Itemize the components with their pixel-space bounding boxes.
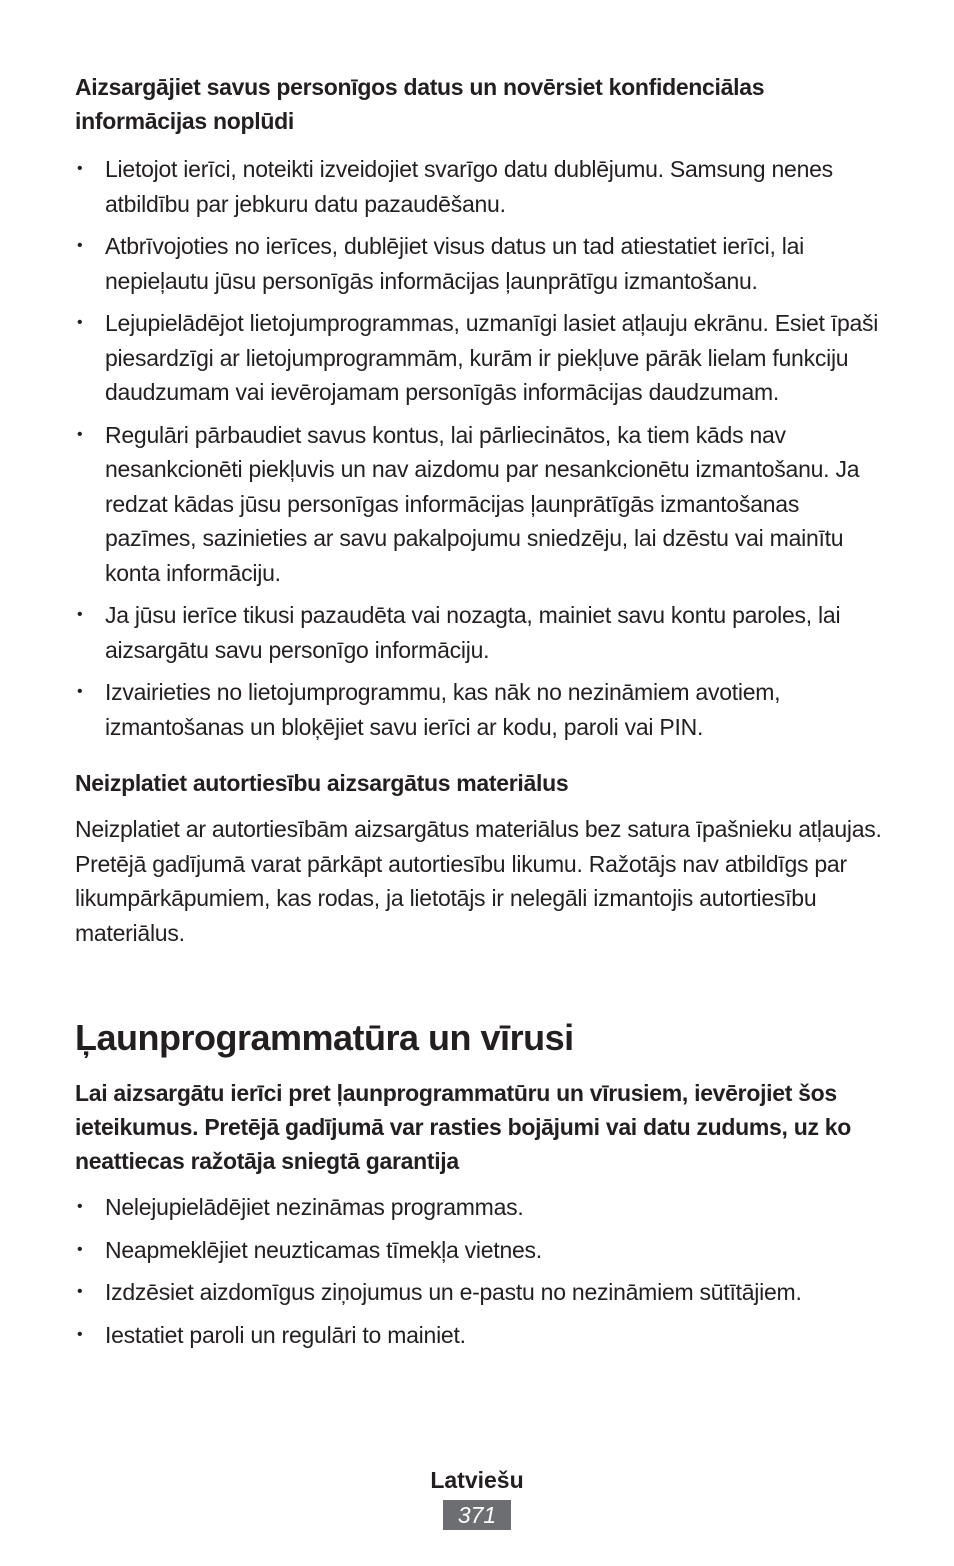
copyright-heading: Neizplatiet autortiesību aizsargātus materiālus: [75, 770, 569, 796]
list-item: [75, 1190, 885, 1225]
page-footer: [0, 1464, 954, 1530]
list-item: [75, 229, 885, 298]
bullet-icon: •: [77, 160, 83, 177]
list-item-text: Neapmeklējiet neuzticamas tīmekļa vietnes.: [105, 1236, 542, 1263]
malware-list: [75, 1190, 885, 1352]
list-item: [75, 418, 885, 591]
list-item: [75, 1318, 885, 1353]
footer-language: Latviešu: [430, 1467, 524, 1493]
copyright-section: [75, 766, 885, 950]
privacy-heading: Aizsargājiet savus personīgos datus un novērsiet konfidenciālas informācijas noplūdi: [75, 74, 765, 134]
list-item-text: Ja jūsu ierīce tikusi pazaudēta vai nozagta, mainiet savu kontu paroles, lai aizsargātu savu personīgo informāciju.: [105, 602, 841, 663]
list-item-text: Iestatiet paroli un regulāri to mainiet.: [105, 1321, 466, 1348]
bullet-icon: •: [77, 606, 83, 623]
malware-heading: Lai aizsargātu ierīci pret ļaunprogrammatūru un vīrusiem, ievērojiet šos ieteikumus. Pretējā gadījumā var rasties bojājumi vai datu zudums, uz ko neattiecas ražotāja sniegtā garantija: [75, 1080, 851, 1174]
bullet-icon: •: [77, 1325, 83, 1343]
bullet-icon: •: [77, 1240, 83, 1258]
list-item-text: Lejupielādējot lietojumprogrammas, uzmanīgi lasiet atļauju ekrānu. Esiet īpaši piesardzīgi ar lietojumprogrammām, kurām ir piekļuve pārāk lielam funkciju daudzumam vai ievērojamam personīgās informācijas daudzumam.: [105, 310, 879, 405]
list-item: [75, 152, 885, 221]
list-item-text: Izvairieties no lietojumprogrammu, kas nāk no nezināmiem avotiem, izmantošanas un bloķējiet savu ierīci ar kodu, paroli vai PIN.: [105, 679, 781, 740]
list-item: [75, 1275, 885, 1310]
page-number: 371: [443, 1500, 511, 1530]
privacy-section: [75, 70, 885, 744]
list-item-text: Atbrīvojoties no ierīces, dublējiet visus datus un tad atiestatiet ierīci, lai nepieļautu jūsu personīgās informācijas ļaunprātīgu izmantošanu.: [105, 233, 804, 294]
malware-section: [75, 1076, 885, 1352]
list-item: [75, 675, 885, 744]
list-item-text: Izdzēsiet aizdomīgus ziņojumus un e-pastu no nezināmiem sūtītājiem.: [105, 1279, 802, 1305]
list-item: [75, 306, 885, 410]
bullet-icon: •: [77, 1283, 83, 1300]
bullet-icon: •: [77, 425, 83, 443]
bullet-icon: •: [77, 314, 83, 331]
list-item: [75, 598, 885, 667]
list-item-text: Lietojot ierīci, noteikti izveidojiet svarīgo datu dublējumu. Samsung nenes atbildību par jebkuru datu pazaudēšanu.: [105, 156, 833, 217]
list-item-text: Nelejupielādējiet nezināmas programmas.: [105, 1194, 524, 1220]
list-item-text: Regulāri pārbaudiet savus kontus, lai pārliecinātos, ka tiem kāds nav nesankcionēti piekļuvis un nav aizdomu par nesankcionētu izmantošanu. Ja redzat kādas jūsu personīgas informācijas ļaunprātīgās izmantošanas pazīmes, sazinieties ar savu pakalpojumu sniedzēju, lai dzēstu vai mainītu konta informāciju.: [105, 421, 860, 586]
page-content: [75, 70, 885, 1360]
chapter-title: Ļaunprogrammatūra un vīrusi: [75, 1017, 574, 1058]
bullet-icon: •: [77, 237, 83, 254]
bullet-icon: •: [77, 1198, 83, 1215]
bullet-icon: •: [77, 683, 83, 700]
privacy-list: [75, 152, 885, 744]
copyright-paragraph: Neizplatiet ar autortiesībām aizsargātus materiālus bez satura īpašnieku atļaujas. Pretējā gadījumā varat pārkāpt autortiesību likumu. Ražotājs nav atbildīgs par likumpārkāpumiem, kas rodas, ja lietotājs ir nelegāli izmantojis autortiesību materiālus.: [75, 816, 882, 946]
list-item: [75, 1233, 885, 1268]
